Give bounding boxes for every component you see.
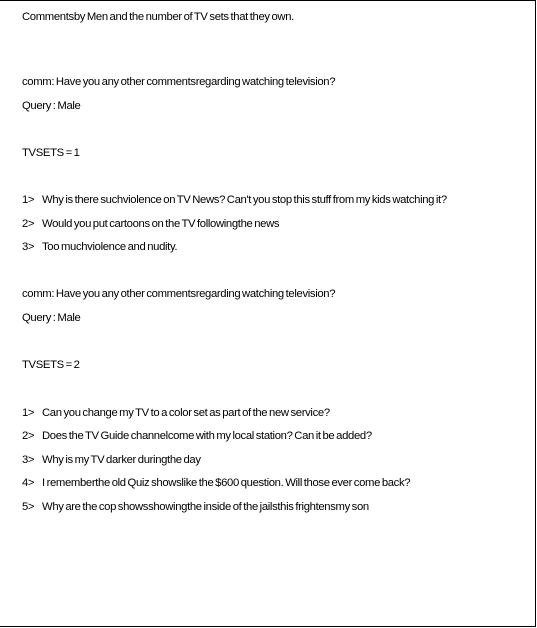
comment-item [22, 500, 369, 514]
comment-text: Why is there suchviolence on TV News? Can't you stop this stuff from my kids watching it? [42, 194, 447, 206]
comment-number: 5> [22, 501, 35, 513]
comment-item [22, 453, 201, 467]
query-label: Query : Male [22, 312, 81, 324]
comment-text: Can you change my TV to a color set as part of the new service? [42, 407, 330, 419]
comment-item [22, 476, 410, 490]
comment-number: 3> [22, 454, 35, 466]
comment-number: 4> [22, 477, 35, 489]
comment-number: 1> [22, 194, 35, 206]
query-label: Query : Male [22, 100, 81, 112]
comment-text: I rememberthe old Quiz showslike the $600 question. Will those ever come back? [42, 477, 411, 489]
comment-text: Does the TV Guide channelcome with my local station? Can it be added? [42, 430, 372, 442]
comment-item [22, 429, 372, 443]
comment-text: Would you put cartoons on the TV followingthe news [42, 218, 280, 230]
comment-text: Why are the cop showsshowingthe inside of the jailsthis frightensmy son [42, 501, 369, 513]
comment-number: 2> [22, 218, 35, 230]
tvsets-label: TVSETS = 1 [22, 147, 80, 159]
comm-question: comm: Have you any other commentsregarding watching television? [22, 288, 336, 300]
comment-number: 3> [22, 241, 35, 253]
comment-number: 2> [22, 430, 35, 442]
comment-text: Too muchviolence and nudity. [42, 241, 178, 253]
comment-item [22, 240, 177, 254]
comment-number: 1> [22, 407, 35, 419]
report-title: Commentsby Men and the number of TV sets that they own. [22, 11, 294, 23]
comment-item [22, 193, 447, 207]
comment-text: Why is my TV darker duringthe day [42, 454, 201, 466]
tvsets-label: TVSETS = 2 [22, 359, 80, 371]
comment-item [22, 217, 279, 231]
comment-item [22, 406, 330, 420]
comm-question: comm: Have you any other commentsregarding watching television? [22, 76, 336, 88]
